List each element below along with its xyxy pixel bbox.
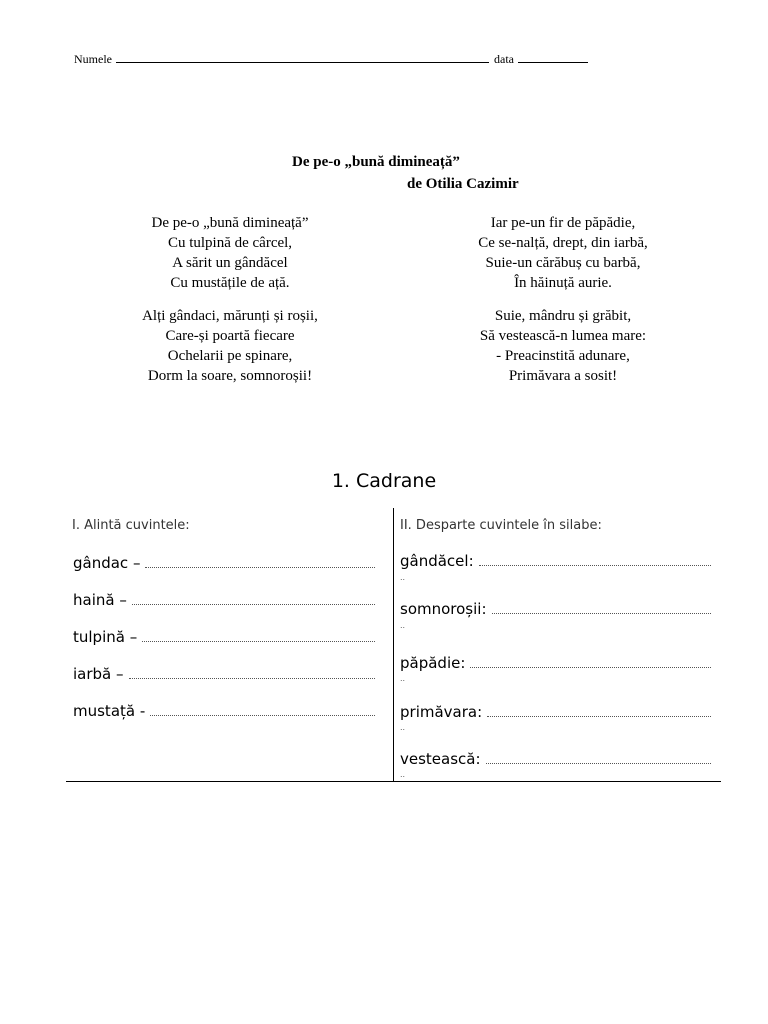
- table-bottom-line: [66, 781, 721, 782]
- answer-line[interactable]: [129, 668, 375, 679]
- left-column-title: I. Alintă cuvintele:: [72, 518, 190, 533]
- right-column-title: II. Desparte cuvintele în silabe:: [400, 518, 602, 533]
- poem-line: Să vestească-n lumea mare:: [479, 328, 647, 344]
- left-row[interactable]: [73, 554, 375, 572]
- answer-line[interactable]: [486, 753, 711, 764]
- stanza-3: [433, 213, 693, 293]
- poem-line: Ce se-nalță, drept, din iarbă,: [478, 235, 648, 251]
- right-row[interactable]: [400, 552, 711, 570]
- poem-line: Cu mustățile de ață.: [170, 275, 290, 291]
- right-row[interactable]: [400, 703, 711, 721]
- date-label: data: [494, 52, 514, 66]
- poem-line: Cu tulpină de cârcel,: [167, 235, 293, 251]
- poem-line: Primăvara a sosit!: [508, 368, 618, 384]
- left-row[interactable]: [73, 665, 375, 683]
- left-row[interactable]: [73, 591, 375, 609]
- answer-line-continuation: ..: [400, 621, 406, 630]
- right-row[interactable]: [400, 600, 711, 618]
- word-label: gândăcel:: [400, 552, 474, 570]
- left-row[interactable]: [73, 628, 375, 646]
- name-label: Numele: [74, 52, 112, 66]
- poem-line: - Preacinstită adunare,: [496, 348, 630, 364]
- header-line: [74, 50, 588, 67]
- answer-line[interactable]: [487, 706, 711, 717]
- poem-title: De pe-o „bună dimineață”: [292, 154, 460, 170]
- poem-line: A sărit un gândăcel: [172, 255, 288, 271]
- poem-line: De pe-o „bună dimineață”: [151, 215, 309, 231]
- right-row[interactable]: [400, 654, 711, 672]
- answer-line-continuation: ..: [400, 770, 406, 779]
- stanza-1: [100, 213, 360, 293]
- word-label: iarbă –: [73, 665, 124, 683]
- poem-line: Ochelarii pe spinare,: [167, 348, 293, 364]
- word-label: vestească:: [400, 750, 481, 768]
- poem-line: Iar pe-un fir de păpădie,: [490, 215, 636, 231]
- stanza-2: [100, 306, 360, 386]
- poem-line: Suie, mândru și grăbit,: [494, 308, 632, 324]
- answer-line-continuation: ..: [400, 573, 406, 582]
- section-heading: 1. Cadrane: [331, 470, 437, 492]
- poem-line: Suie-un cărăbuș cu barbă,: [485, 255, 641, 271]
- column-divider: [393, 508, 394, 782]
- word-label: păpădie:: [400, 654, 466, 672]
- answer-line[interactable]: [132, 594, 375, 605]
- poem-line: Care-și poartă fiecare: [165, 328, 295, 344]
- answer-line[interactable]: [145, 557, 375, 568]
- word-label: mustață -: [73, 702, 146, 720]
- right-row[interactable]: [400, 750, 711, 768]
- word-label: haină –: [73, 591, 127, 609]
- answer-line-continuation: ..: [400, 674, 406, 683]
- name-field[interactable]: [116, 50, 489, 63]
- poem-line: În hăinuță aurie.: [514, 275, 612, 291]
- left-row[interactable]: [73, 702, 375, 720]
- word-label: somnoroșii:: [400, 600, 487, 618]
- answer-line[interactable]: [142, 631, 375, 642]
- answer-line[interactable]: [479, 555, 711, 566]
- word-label: gândac –: [73, 554, 141, 572]
- answer-line[interactable]: [470, 657, 711, 668]
- poem-line: Dorm la soare, somnoroșii!: [147, 368, 313, 384]
- answer-line[interactable]: [492, 603, 711, 614]
- word-label: tulpină –: [73, 628, 138, 646]
- word-label: primăvara:: [400, 703, 483, 721]
- poem-line: Alți gândaci, mărunți și roșii,: [142, 308, 318, 324]
- exercise-table: [66, 508, 721, 782]
- poem-author: de Otilia Cazimir: [407, 176, 519, 192]
- stanza-4: [433, 306, 693, 386]
- answer-line-continuation: ..: [400, 723, 406, 732]
- answer-line[interactable]: [150, 705, 375, 716]
- date-field[interactable]: [518, 50, 588, 63]
